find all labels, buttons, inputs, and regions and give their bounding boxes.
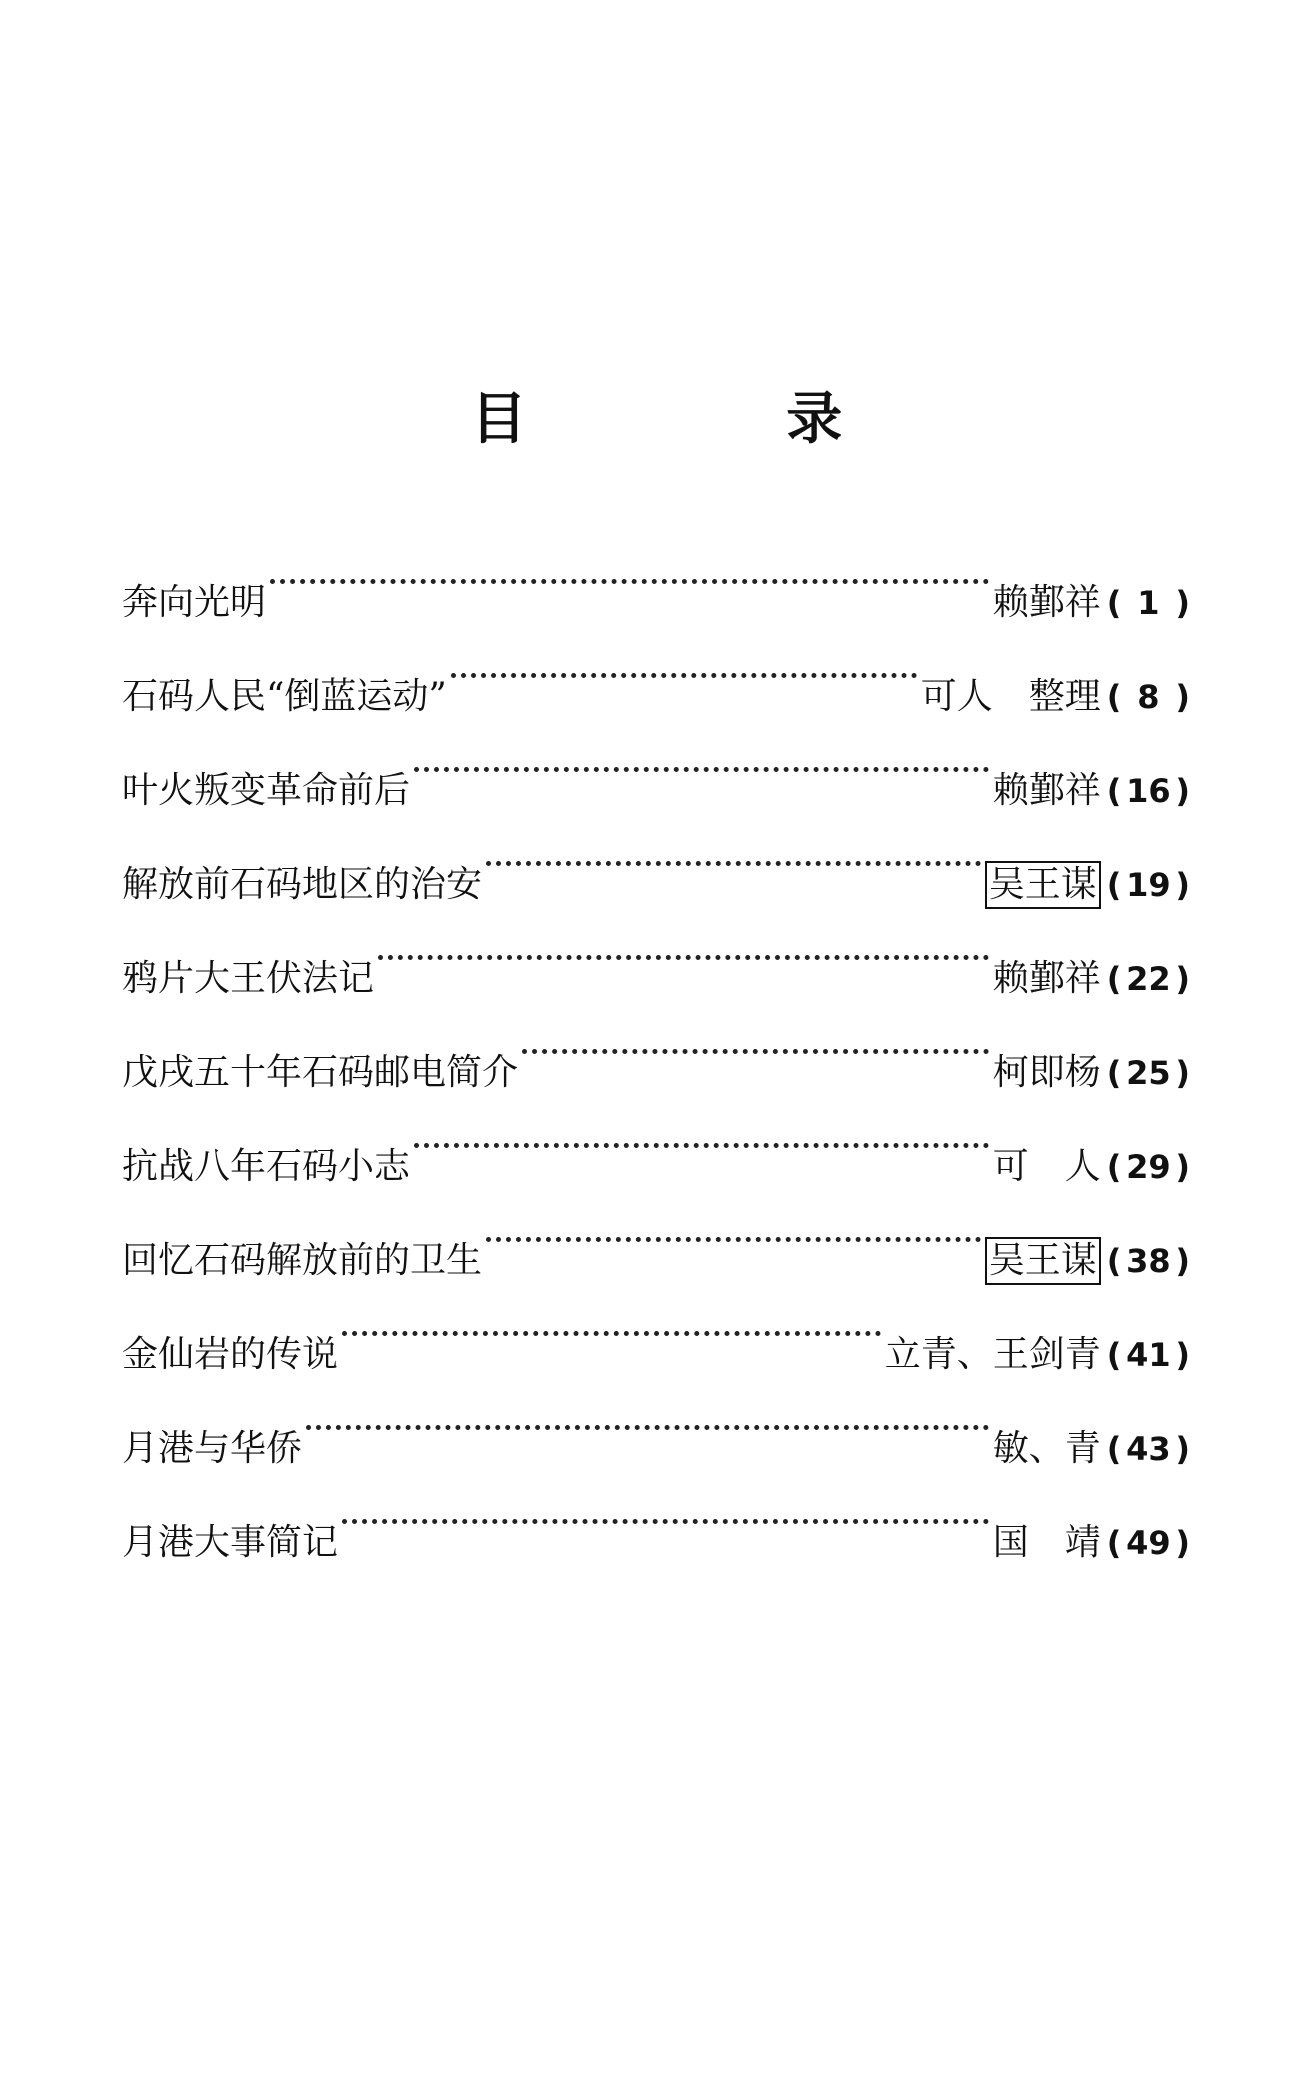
entry-page: ( 41 ) [1107,1308,1190,1402]
entry-author: 赖鄞祥 [992,582,1101,623]
entry-title: 回忆石码解放前的卫生 [122,1240,483,1281]
dot-leader [342,1272,881,1366]
entry-page: ( 38 ) [1107,1214,1190,1308]
page-number: 8 [1137,678,1160,716]
entry-author: 可 人 [992,1146,1101,1187]
dot-leader [451,614,917,708]
entry-author: 吴王谋 [985,861,1101,909]
entry-author: 敏、青 [992,1428,1101,1469]
entry-title: 奔向光明 [122,582,267,623]
entry-author: 赖鄞祥 [992,958,1101,999]
dot-leader [414,708,989,802]
entry-title: 解放前石码地区的治安 [122,864,483,905]
page-number: 16 [1126,772,1171,810]
page-title: 目 录 [470,387,963,452]
page-number: 29 [1126,1148,1171,1186]
dot-leader [306,1366,989,1460]
entry-author: 赖鄞祥 [992,770,1101,811]
entry-title: 石码人民“倒蓝运动” [122,676,447,717]
dot-leader [522,990,989,1084]
table-of-contents [122,520,1190,1563]
entry-title: 鸦片大王伏法记 [122,958,375,999]
entry-author: 可人 整理 [920,676,1101,717]
entry-page: ( 25 ) [1107,1026,1190,1120]
page-number: 22 [1126,960,1171,998]
entry-page: ( 22 ) [1107,932,1190,1026]
dot-leader [486,1178,981,1272]
toc-entry[interactable] [122,520,1190,623]
dot-leader [486,802,981,896]
entry-author: 立青、王剑青 [884,1334,1101,1375]
entry-page: ( 29 ) [1107,1120,1190,1214]
page-number: 19 [1126,866,1171,904]
entry-page: ( 43 ) [1107,1402,1190,1496]
page-number: 49 [1126,1524,1171,1562]
entry-title: 抗战八年石码小志 [122,1146,411,1187]
page-number: 38 [1126,1242,1171,1280]
page-number: 1 [1137,584,1160,622]
entry-title: 月港大事简记 [122,1522,339,1563]
entry-title: 金仙岩的传说 [122,1334,339,1375]
page-number: 43 [1126,1430,1171,1468]
page-number: 25 [1126,1054,1171,1092]
entry-page: ( 16 ) [1107,744,1190,838]
page-number: 41 [1126,1336,1171,1374]
entry-author: 国 靖 [992,1522,1101,1563]
entry-page: ( 8 ) [1107,650,1190,744]
entry-title: 月港与华侨 [122,1428,303,1469]
entry-page: ( 19 ) [1107,838,1190,932]
dot-leader [270,520,989,614]
dot-leader [342,1460,989,1554]
entry-title: 叶火叛变革命前后 [122,770,411,811]
dot-leader [414,1084,989,1178]
entry-author: 吴王谋 [985,1237,1101,1285]
entry-page: ( 1 ) [1107,556,1190,650]
dot-leader [378,896,989,990]
entry-page: ( 49 ) [1107,1496,1190,1590]
entry-author: 柯即杨 [992,1052,1101,1093]
entry-title: 戊戌五十年石码邮电简介 [122,1052,519,1093]
